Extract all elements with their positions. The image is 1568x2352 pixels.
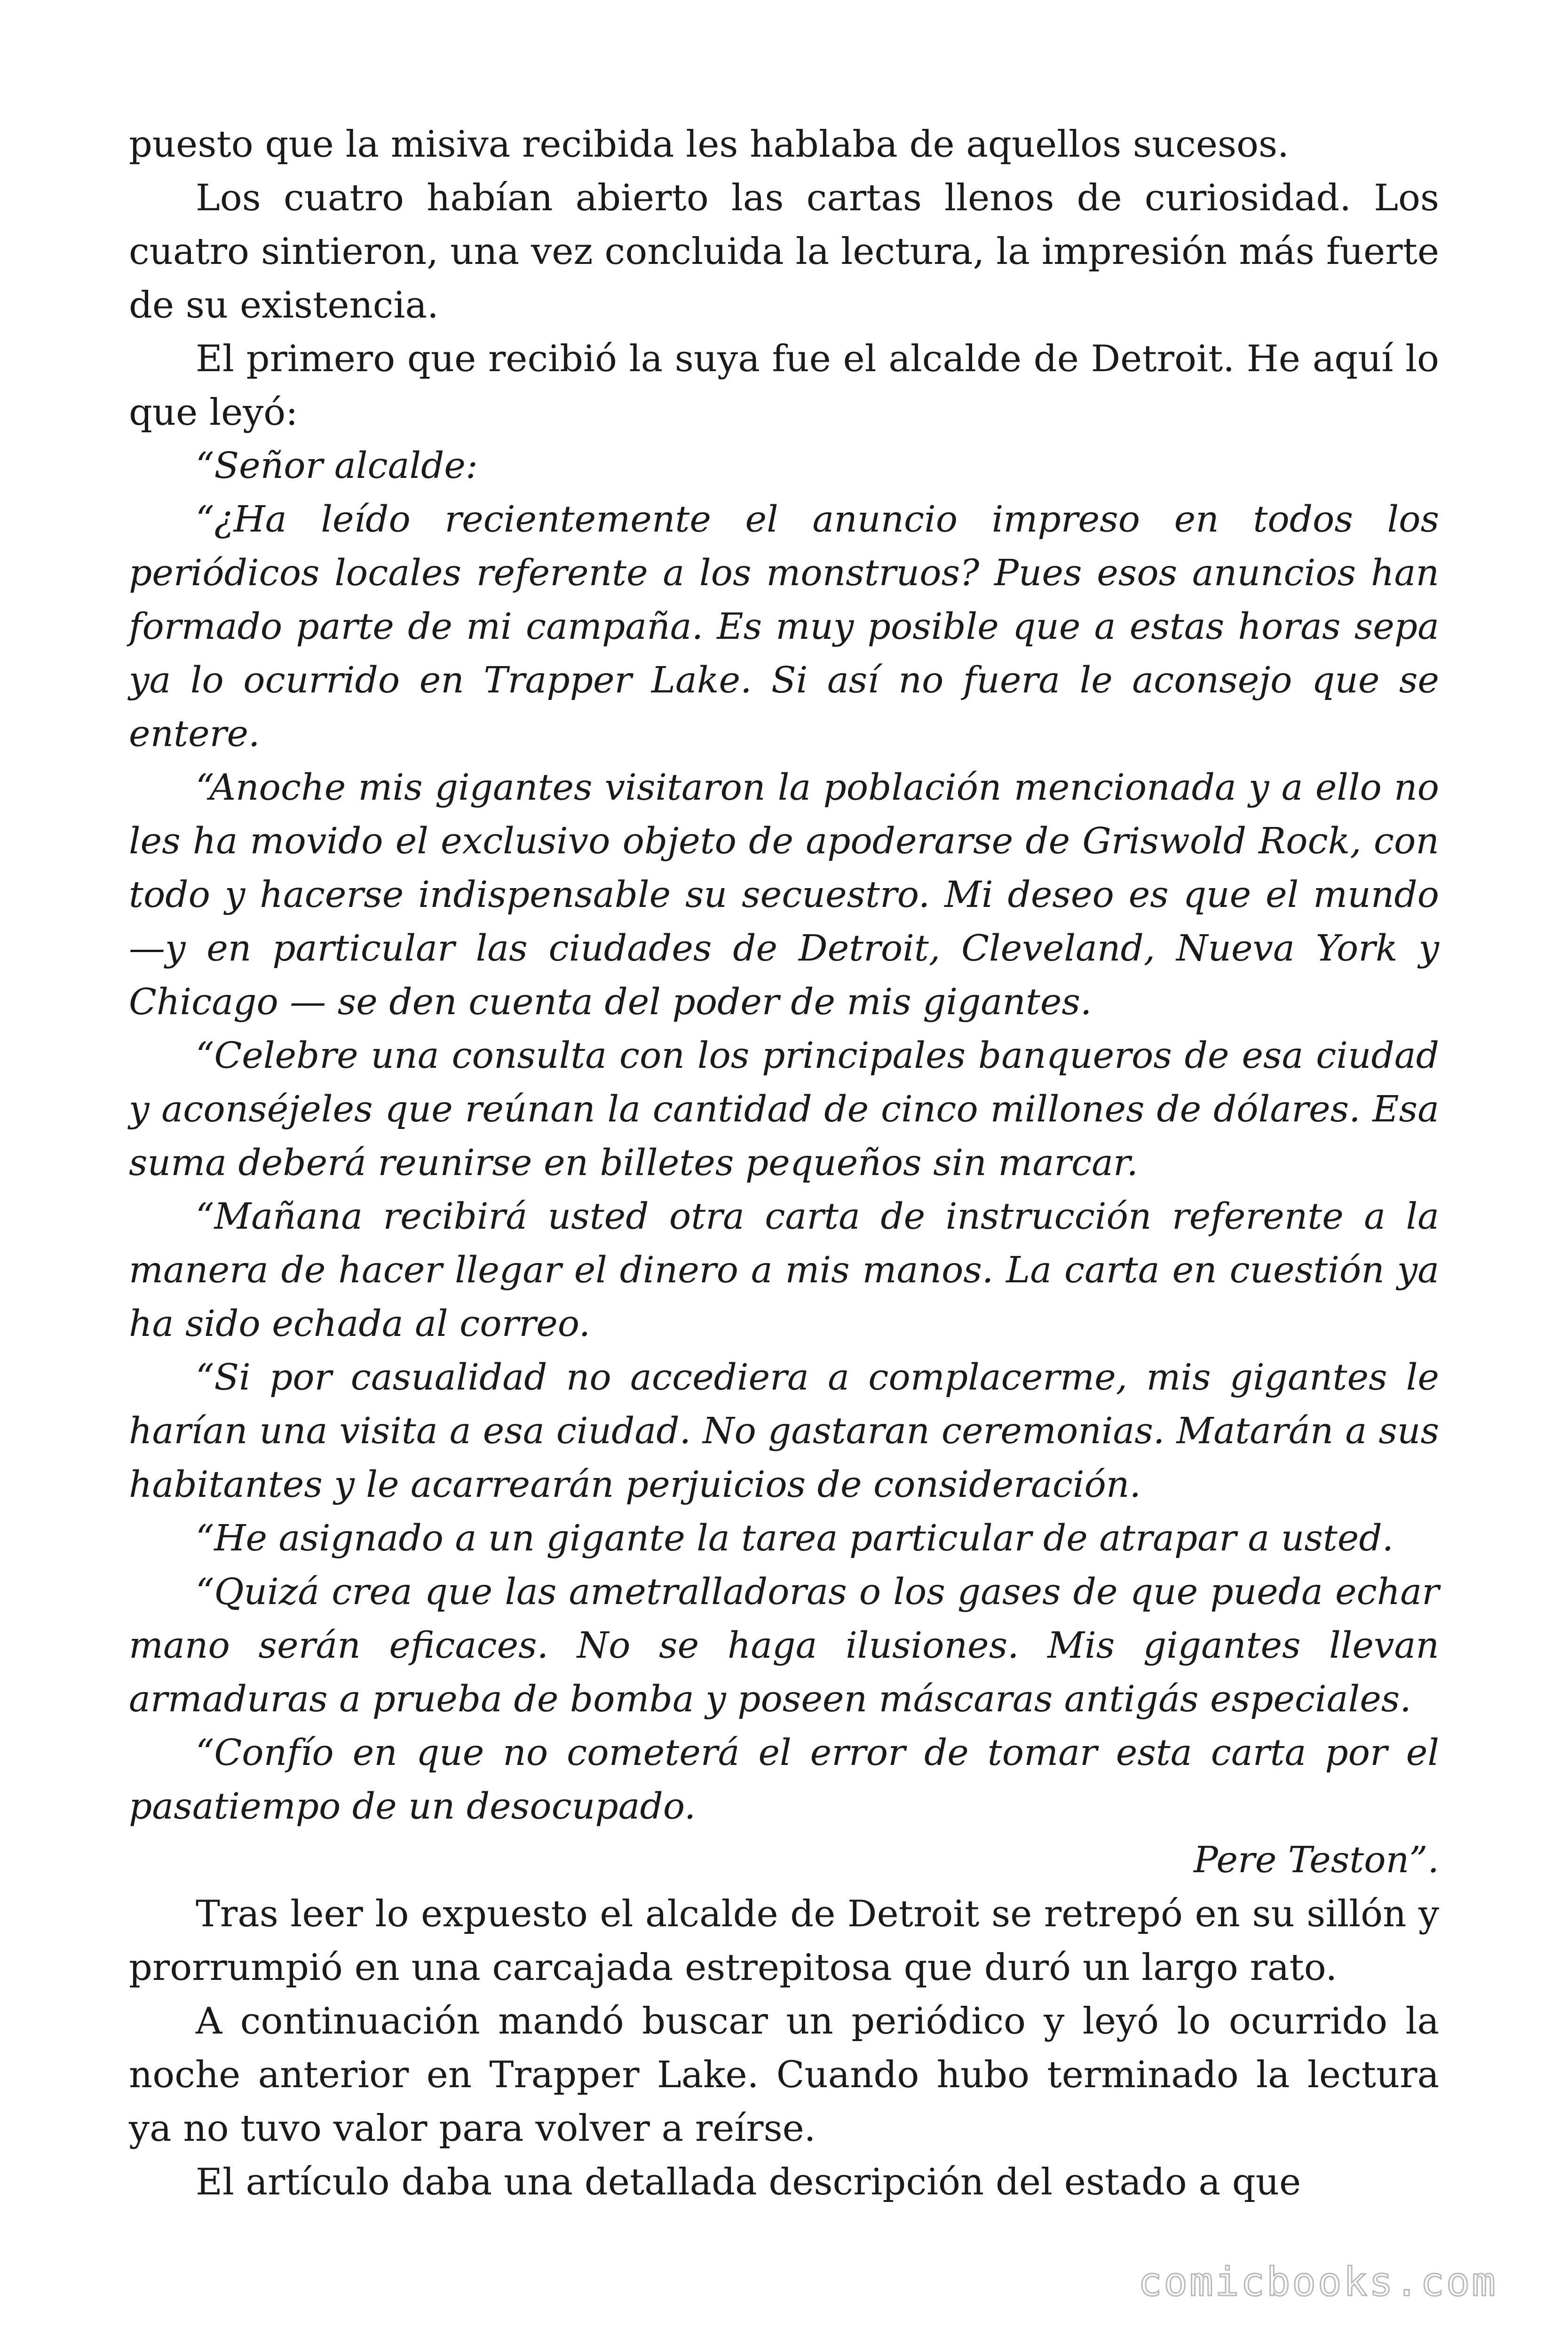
paragraph: Tras leer lo expuesto el alcalde de Detroit se retrepó en su sillón y prorrumpió en una carcajada estrepitosa que duró un largo rato.	[129, 1893, 1439, 1989]
paragraph: Los cuatro habían abierto las cartas llenos de curiosidad. Los cuatro sintieron, una vez concluida la lectura, la impresión más fuerte de su existencia.	[129, 177, 1439, 326]
letter-signature: Pere Teston”.	[1194, 1839, 1439, 1881]
page-body	[129, 118, 1439, 2209]
letter-paragraph: “Anoche mis gigantes visitaron la población mencionada y a ello no les ha movido el exclusivo objeto de apoderarse de Griswold Rock, con todo y hacerse indispensable su secuestro. Mi deseo es que el mundo —y en particular las ciudades de Detroit, Cleveland, Nueva York y Chicago — se den cuenta del poder de mis gigantes.	[129, 767, 1439, 1023]
paragraph: puesto que la misiva recibida les hablaba de aquellos sucesos.	[129, 123, 1289, 166]
paragraph: El primero que recibió la suya fue el alcalde de Detroit. He aquí lo que leyó:	[129, 338, 1439, 434]
paragraph: A continuación mandó buscar un periódico y leyó lo ocurrido la noche anterior en Trapper Lake. Cuando hubo terminado la lectura ya no tuvo valor para volver a reírse.	[129, 2000, 1439, 2150]
letter-paragraph: “He asignado a un gigante la tarea particular de atrapar a usted.	[196, 1518, 1394, 1559]
watermark: comicbooks.com	[1138, 2259, 1497, 2305]
letter-paragraph: “¿Ha leído recientemente el anuncio impreso en todos los periódicos locales referente a los monstruos? Pues esos anuncios han formado parte de mi campaña. Es muy posible que a estas horas sepa ya lo ocurrido en Trapper Lake. Si así no fuera le aconsejo que se entere.	[129, 499, 1439, 755]
letter-paragraph: “Confío en que no cometerá el error de tomar esta carta por el pasatiempo de un desocupado.	[129, 1732, 1439, 1828]
letter-salutation: “Señor alcalde:	[196, 445, 478, 487]
letter-paragraph: “Celebre una consulta con los principales banqueros de esa ciudad y aconséjeles que reúnan la cantidad de cinco millones de dólares. Esa suma deberá reunirse en billetes pequeños sin marcar.	[129, 1035, 1439, 1184]
letter-paragraph: “Si por casualidad no accediera a complacerme, mis gigantes le harían una visita a esa ciudad. No gastaran ceremonias. Matarán a sus habitantes y le acarrearán perjuicios de consideración.	[129, 1357, 1439, 1506]
letter-paragraph: “Quizá crea que las ametralladoras o los gases de que pueda echar mano serán eficaces. No se haga ilusiones. Mis gigantes llevan armaduras a prueba de bomba y poseen máscaras antigás especiales.	[129, 1571, 1439, 1720]
letter-paragraph: “Mañana recibirá usted otra carta de instrucción referente a la manera de hacer llegar el dinero a mis manos. La carta en cuestión ya ha sido echada al correo.	[129, 1196, 1439, 1345]
paragraph: El artículo daba una detallada descripción del estado a que	[196, 2161, 1301, 2203]
